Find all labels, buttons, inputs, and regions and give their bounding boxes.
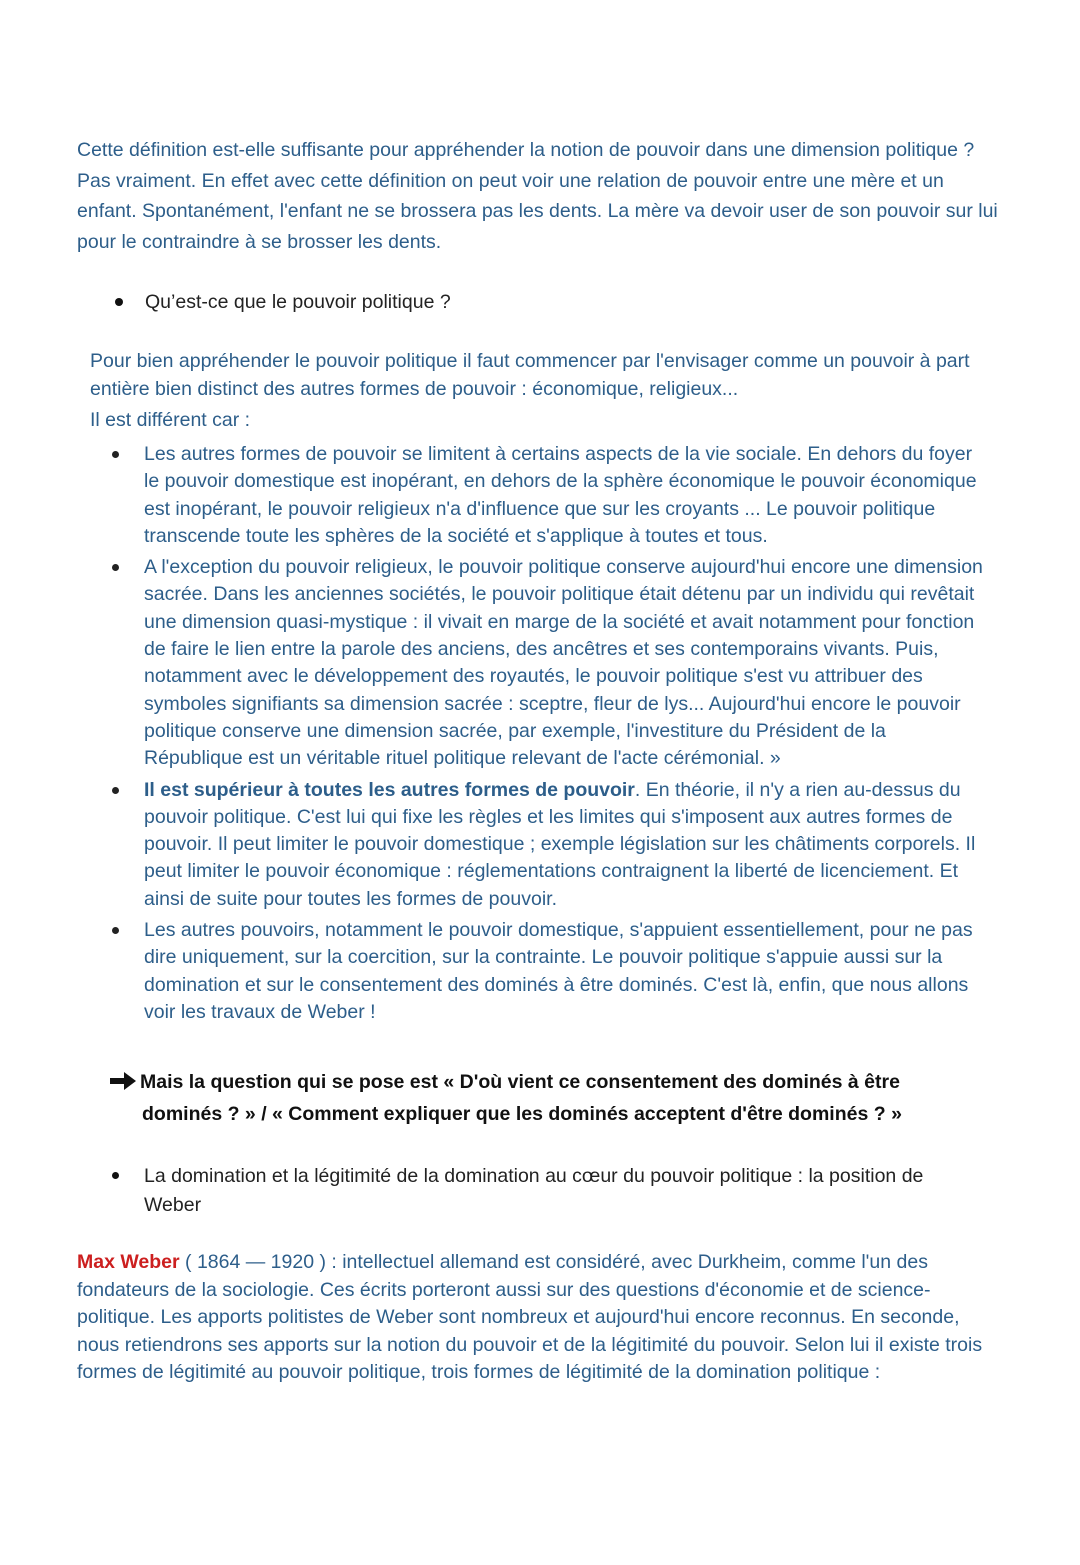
paragraph-definition: Cette définition est-elle suffisante pour appréhender la notion de pouvoir dans une dimension politique ? Pas vraiment. En effet avec cette définition on peut voir une relation de pouvoir entre une mère et un enfant. Spontanément, l'enfant ne se brossera pas les dents. La mère va devoir user de son pouvoir sur lui pour le contraindre à se brosser les dents. xyxy=(77,139,998,253)
bullet-list xyxy=(112,441,992,1026)
question-line: Mais la question qui se pose est « D'où vient ce consentement des dominés à être xyxy=(140,1071,900,1093)
list-item xyxy=(112,554,992,772)
question-line: dominés ? » / « Comment expliquer que les dominés acceptent d'être dominés ? » xyxy=(142,1103,902,1125)
section-heading-weber xyxy=(112,1162,974,1220)
heading-text: La domination et la légitimité de la domination au cœur du pouvoir politique : la position de Weber xyxy=(144,1165,924,1216)
bullet-icon xyxy=(112,1172,119,1179)
bold-phrase: Il est supérieur à toutes les autres formes de pouvoir xyxy=(144,778,635,801)
bullet-icon xyxy=(112,451,119,458)
bullet-icon xyxy=(112,564,119,571)
list-item-text: Les autres pouvoirs, notamment le pouvoir domestique, s'appuient essentiellement, pour ne pas dire uniquement, sur la coercition, sur la contrainte. Le pouvoir politique s'appuie aussi sur la domination et sur le consentement des dominés à être dominés. C'est là, enfin, que nous allons voir les travaux de Weber ! xyxy=(144,919,973,1023)
heading-text: Qu’est-ce que le pouvoir politique ? xyxy=(145,291,451,313)
bullet-icon xyxy=(115,298,123,306)
weber-text: ( 1864 — 1920 ) : intellectuel allemand est considéré, avec Durkheim, comme l'un des fondateurs de la sociologie. Ces écrits porteront aussi sur des questions d'économie et de science-politique. Les apports politistes de Weber sont nombreux et aujourd'hui encore reconnus. En seconde, nous retiendrons ses apports sur la notion du pouvoir et de la légitimité du pouvoir. Selon lui il existe trois formes de légitimité au pouvoir politique, trois formes de légitimité de la domination politique : xyxy=(77,1251,983,1383)
intro-paragraph xyxy=(90,348,1000,435)
list-item-text: A l'exception du pouvoir religieux, le pouvoir politique conserve aujourd'hui encore une dimension sacrée. Dans les anciennes sociétés, le pouvoir politique était détenu par un individu qui revêtait une dimension quasi-mystique : il vivait en marge de la société et avait notamment pour fonction de faire le lien entre la parole des anciens, des ancêtres et ses contemporains vivants. Puis, notamment avec le développement des royautés, le pouvoir politique s'est vu attribuer des symboles signifiants sa dimension sacrée : sceptre, fleur de lys... Aujourd'hui encore le pouvoir politique conserve une dimension sacrée, par exemple, l'investiture du Président de la République est un véritable rituel politique relevant de l'acte cérémonial. » xyxy=(144,556,983,770)
arrow-right-icon xyxy=(108,1071,140,1100)
list-item-rest: . En théorie, il n'y a rien au-dessus du pouvoir politique. C'est lui qui fixe les règles et les limites qui s'imposent aux autres formes de pouvoir. Il peut limiter le pouvoir domestique ; exemple législation sur les châtiments corporels. Il peut limiter le pouvoir économique : réglementations contraignent la liberté de licenciement. Et ainsi de suite pour toutes les formes de pouvoir. xyxy=(144,778,976,910)
list-item xyxy=(112,917,992,1026)
list-item-text xyxy=(144,777,984,913)
author-name: Max Weber xyxy=(77,1251,180,1273)
intro-line: Pour bien appréhender le pouvoir politique il faut commencer par l'envisager comme un pouvoir à part entière bien distinct des autres formes de pouvoir : économique, religieux... xyxy=(90,350,970,400)
intro-line: Il est différent car : xyxy=(90,409,251,431)
list-item-text: Les autres formes de pouvoir se limitent à certains aspects de la vie sociale. En dehors du foyer le pouvoir domestique est inopérant, en dehors de la sphère économique le pouvoir économique est inopérant, le pouvoir religieux n'a d'influence que sur les croyants ... Le pouvoir politique transcende toute les sphères de la société et s'applique à toutes et tous. xyxy=(144,443,977,547)
list-item xyxy=(112,441,992,550)
bullet-icon xyxy=(112,927,119,934)
bullet-icon xyxy=(112,787,119,794)
list-item xyxy=(112,777,992,913)
section-heading-pouvoir-politique xyxy=(115,287,451,317)
paragraph-weber xyxy=(77,1249,997,1387)
key-question xyxy=(108,1068,938,1129)
